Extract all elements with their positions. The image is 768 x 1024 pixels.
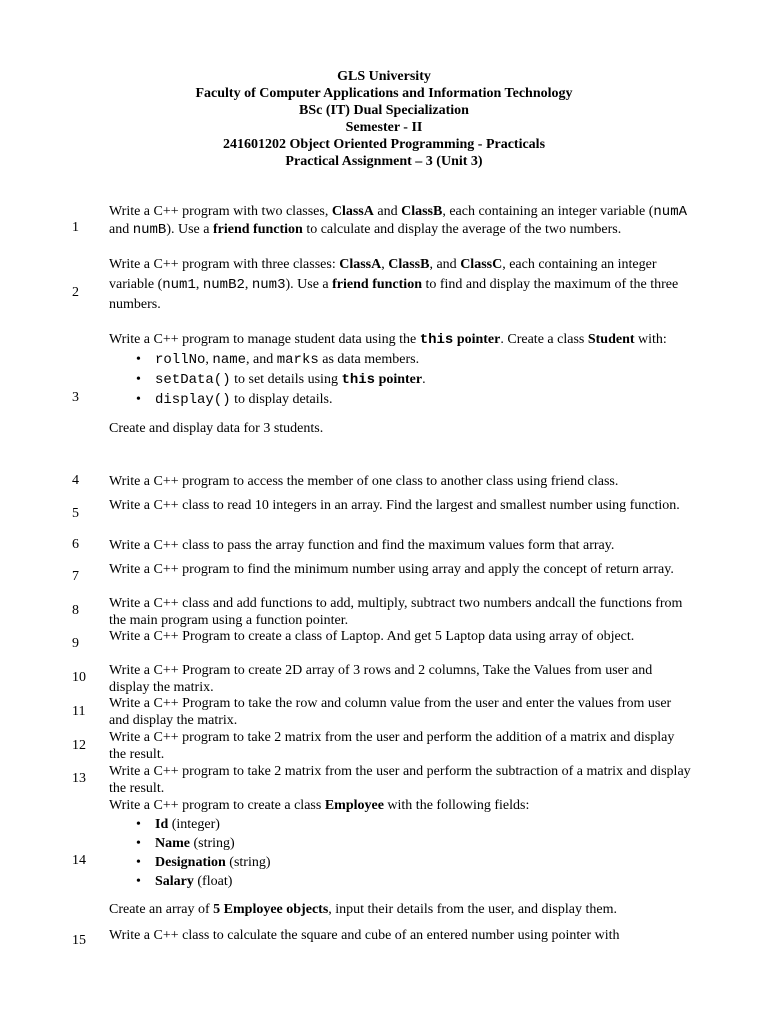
question-number: 14 xyxy=(72,853,86,868)
question-text: Write a C++ Program to create a class of Laptop. And get 5 Laptop data using array of object. xyxy=(109,629,635,644)
bullet-list xyxy=(109,350,694,410)
question-text: Write a C++ program to take 2 matrix from the user and perform the addition of a matrix and display the result. xyxy=(109,730,675,762)
question-text: Write a C++ class and add functions to add, multiply, subtract two numbers andcall the functions from the main program using a function pointer. xyxy=(109,596,683,628)
question-number: 10 xyxy=(72,670,86,685)
question-text: Write a C++ program with three classes: ClassA, ClassB, and ClassC, each containing an integer variable (num1, numB2, num3). Use a friend function to find and display the maximum of the three numbers. xyxy=(109,257,679,312)
question-number: 9 xyxy=(72,636,79,651)
question-text: Write a C++ Program to take the row and column value from the user and enter the values from user and display the matrix. xyxy=(109,696,672,728)
question-number: 11 xyxy=(72,704,86,719)
list-item: • setData() to set details using this pointer. xyxy=(136,372,426,388)
question-number: 6 xyxy=(72,537,79,552)
list-item: • Name (string) xyxy=(136,836,235,851)
program-name: BSc (IT) Dual Specialization xyxy=(299,103,469,118)
question-number: 13 xyxy=(72,771,86,786)
university-name: GLS University xyxy=(337,69,431,84)
question-text: Write a C++ program to take 2 matrix from the user and perform the subtraction of a matrix and display the result. xyxy=(109,764,691,796)
question-number: 2 xyxy=(72,285,79,300)
question-number: 7 xyxy=(72,569,79,584)
question-closing: Create an array of 5 Employee objects, input their details from the user, and display them. xyxy=(109,902,617,917)
question-text: Write a C++ program to create a class Employee with the following fields: • Id (integer) • Name (string) • Designation (string) • Salary (float) Create an array of 5 Employee objects, input their details from the user, and display them. xyxy=(109,796,694,919)
question-text: Write a C++ class to calculate the square and cube of an entered number using pointer with xyxy=(109,928,620,943)
question-number: 4 xyxy=(72,473,79,488)
question-text: Write a C++ program to access the member of one class to another class using friend class. xyxy=(109,474,619,489)
semester: Semester - II xyxy=(345,120,423,135)
list-item: • Designation (string) xyxy=(136,855,271,870)
question-number: 5 xyxy=(72,506,79,521)
list-item: • Id (integer) xyxy=(136,817,220,832)
document-header xyxy=(0,68,768,170)
question-number: 3 xyxy=(72,390,79,405)
question-closing: Create and display data for 3 students. xyxy=(109,421,324,436)
question-text: Write a C++ Program to create 2D array of 3 rows and 2 columns, Take the Values from user and display the matrix. xyxy=(109,663,653,695)
list-item: • Salary (float) xyxy=(136,874,233,889)
list-item: • rollNo, name, and marks as data members. xyxy=(136,352,420,368)
question-number: 8 xyxy=(72,603,79,618)
question-number: 12 xyxy=(72,738,86,753)
question-text: Write a C++ class to read 10 integers in an array. Find the largest and smallest number using function. xyxy=(109,498,680,513)
list-item: • display() to display details. xyxy=(136,392,333,408)
question-number: 1 xyxy=(72,220,79,235)
question-text: Write a C++ program to manage student data using the this pointer. Create a class Student with: • rollNo, name, and marks as data members. • setData() to set details using this pointer. • display() to display details. Create and display data for 3 students. xyxy=(109,330,694,439)
bullet-list xyxy=(109,815,694,891)
question-text: Write a C++ program with two classes, ClassA and ClassB, each containing an integer variable (numA and numB). Use a friend function to calculate and display the average of the two numbers. xyxy=(109,204,688,238)
course-title: 241601202 Object Oriented Programming - Practicals xyxy=(222,137,546,152)
question-text: Write a C++ class to pass the array function and find the maximum values form that array. xyxy=(109,538,615,553)
assignment-title: Practical Assignment – 3 (Unit 3) xyxy=(285,154,483,169)
question-text: Write a C++ program to find the minimum number using array and apply the concept of return array. xyxy=(109,562,674,577)
faculty-name: Faculty of Computer Applications and Information Technology xyxy=(195,86,573,101)
question-number: 15 xyxy=(72,933,86,948)
